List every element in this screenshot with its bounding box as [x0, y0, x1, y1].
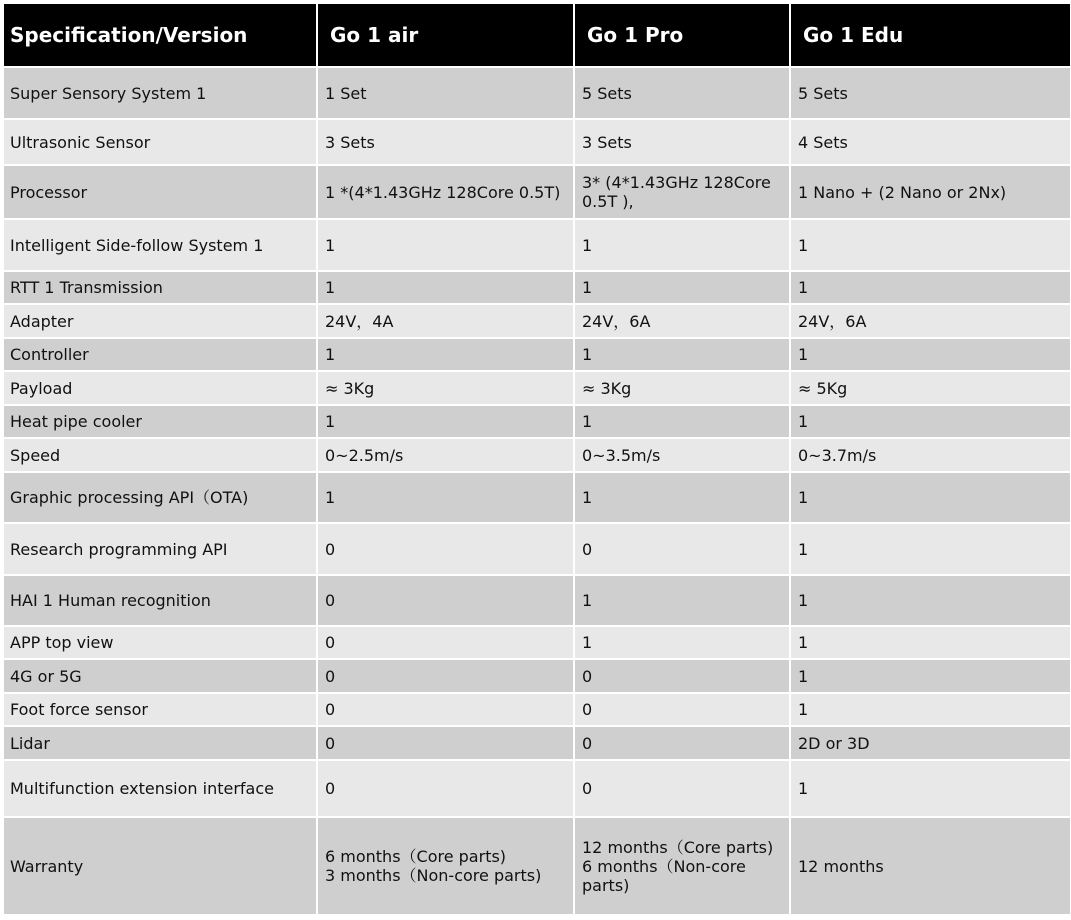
go1-pro-value: 0	[574, 726, 790, 760]
go1-air-value: 24V，4A	[317, 304, 574, 338]
go1-pro-value: 0	[574, 659, 790, 693]
table-row	[3, 575, 1071, 626]
go1-pro-value: 1	[574, 405, 790, 438]
header-specification: Specification/Version	[3, 3, 317, 67]
go1-pro-value: 1	[574, 575, 790, 626]
table-row	[3, 271, 1071, 304]
go1-air-value: 6 months（Core parts) 3 months（Non-core parts)	[317, 817, 574, 915]
spec-label: 4G or 5G	[3, 659, 317, 693]
specification-table	[2, 2, 1071, 916]
go1-edu-value: 1	[790, 523, 1071, 575]
go1-edu-value: 1	[790, 659, 1071, 693]
go1-air-value: ≈ 3Kg	[317, 371, 574, 405]
go1-air-value: 0	[317, 626, 574, 659]
spec-label: Multifunction extension interface	[3, 760, 317, 817]
table-row	[3, 219, 1071, 271]
go1-edu-value: 1 Nano + (2 Nano or 2Nx)	[790, 165, 1071, 219]
table-row	[3, 472, 1071, 523]
table-row	[3, 67, 1071, 119]
spec-label: Lidar	[3, 726, 317, 760]
spec-label: Super Sensory System 1	[3, 67, 317, 119]
go1-air-value: 0~2.5m/s	[317, 438, 574, 472]
spec-label: Speed	[3, 438, 317, 472]
table-row	[3, 405, 1071, 438]
table-row	[3, 659, 1071, 693]
go1-edu-value: 1	[790, 405, 1071, 438]
header-go1-air: Go 1 air	[317, 3, 574, 67]
table-row	[3, 119, 1071, 165]
spec-label: Ultrasonic Sensor	[3, 119, 317, 165]
go1-edu-value: 1	[790, 693, 1071, 726]
table-row	[3, 338, 1071, 371]
table-row	[3, 760, 1071, 817]
go1-edu-value: 2D or 3D	[790, 726, 1071, 760]
go1-edu-value: 0~3.7m/s	[790, 438, 1071, 472]
go1-air-value: 0	[317, 760, 574, 817]
spec-label: Heat pipe cooler	[3, 405, 317, 438]
go1-pro-value: 1	[574, 271, 790, 304]
spec-label: Intelligent Side-follow System 1	[3, 219, 317, 271]
go1-air-value: 1 Set	[317, 67, 574, 119]
go1-edu-value: 1	[790, 760, 1071, 817]
go1-air-value: 1	[317, 405, 574, 438]
go1-pro-value: 12 months（Core parts) 6 months（Non-core parts)	[574, 817, 790, 915]
go1-pro-value: 1	[574, 626, 790, 659]
go1-pro-value: 5 Sets	[574, 67, 790, 119]
table-row	[3, 693, 1071, 726]
table-row	[3, 165, 1071, 219]
go1-pro-value: 0	[574, 523, 790, 575]
go1-pro-value: 1	[574, 338, 790, 371]
table-row	[3, 726, 1071, 760]
go1-pro-value: 3* (4*1.43GHz 128Core 0.5T ),	[574, 165, 790, 219]
spec-label: Payload	[3, 371, 317, 405]
go1-air-value: 0	[317, 575, 574, 626]
spec-label: Research programming API	[3, 523, 317, 575]
go1-edu-value: 1	[790, 626, 1071, 659]
go1-air-value: 0	[317, 693, 574, 726]
spec-label: RTT 1 Transmission	[3, 271, 317, 304]
go1-air-value: 1	[317, 271, 574, 304]
go1-air-value: 1	[317, 472, 574, 523]
go1-air-value: 0	[317, 659, 574, 693]
table-body	[3, 67, 1071, 915]
go1-edu-value: 5 Sets	[790, 67, 1071, 119]
go1-air-value: 0	[317, 726, 574, 760]
go1-pro-value: 1	[574, 219, 790, 271]
spec-label: Controller	[3, 338, 317, 371]
go1-edu-value: ≈ 5Kg	[790, 371, 1071, 405]
go1-pro-value: 0	[574, 693, 790, 726]
header-go1-pro: Go 1 Pro	[574, 3, 790, 67]
go1-pro-value: 1	[574, 472, 790, 523]
table-row	[3, 371, 1071, 405]
spec-label: APP top view	[3, 626, 317, 659]
go1-edu-value: 24V，6A	[790, 304, 1071, 338]
table-row	[3, 626, 1071, 659]
table-row	[3, 523, 1071, 575]
go1-edu-value: 1	[790, 219, 1071, 271]
go1-edu-value: 12 months	[790, 817, 1071, 915]
spec-label: Warranty	[3, 817, 317, 915]
spec-label: Adapter	[3, 304, 317, 338]
go1-edu-value: 1	[790, 472, 1071, 523]
go1-pro-value: 24V，6A	[574, 304, 790, 338]
table-row	[3, 438, 1071, 472]
table-header	[3, 3, 1071, 67]
go1-edu-value: 4 Sets	[790, 119, 1071, 165]
go1-air-value: 1	[317, 219, 574, 271]
go1-edu-value: 1	[790, 338, 1071, 371]
go1-pro-value: 0~3.5m/s	[574, 438, 790, 472]
go1-air-value: 1	[317, 338, 574, 371]
go1-edu-value: 1	[790, 271, 1071, 304]
spec-label: HAI 1 Human recognition	[3, 575, 317, 626]
go1-pro-value: 0	[574, 760, 790, 817]
go1-air-value: 3 Sets	[317, 119, 574, 165]
go1-edu-value: 1	[790, 575, 1071, 626]
table-row	[3, 817, 1071, 915]
header-go1-edu: Go 1 Edu	[790, 3, 1071, 67]
go1-air-value: 0	[317, 523, 574, 575]
go1-pro-value: 3 Sets	[574, 119, 790, 165]
spec-label: Foot force sensor	[3, 693, 317, 726]
spec-label: Processor	[3, 165, 317, 219]
go1-air-value: 1 *(4*1.43GHz 128Core 0.5T)	[317, 165, 574, 219]
table-row	[3, 304, 1071, 338]
spec-label: Graphic processing API（OTA)	[3, 472, 317, 523]
go1-pro-value: ≈ 3Kg	[574, 371, 790, 405]
header-row	[3, 3, 1071, 67]
